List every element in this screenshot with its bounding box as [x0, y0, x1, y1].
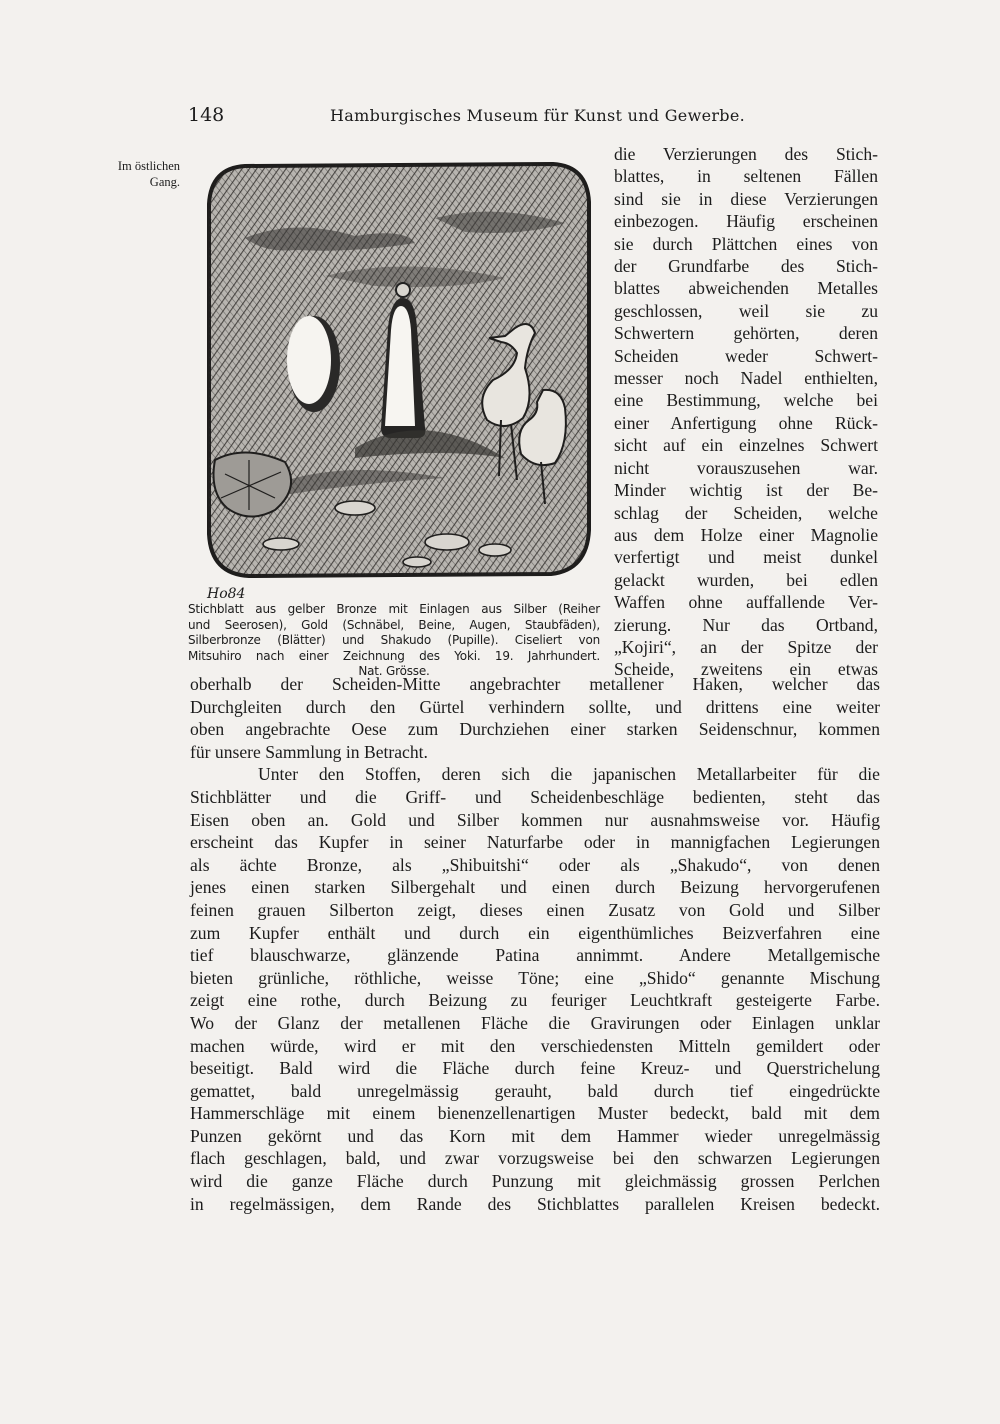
text-line: Schwertern gehörten, deren: [614, 323, 878, 344]
text-line: Stichblätter und die Griff- und Scheidenbeschläge bedienten, steht das: [190, 786, 880, 807]
text-line: Unter den Stoffen, deren sich die japanischen Metallarbeiter für die: [258, 764, 880, 785]
text-line: zum Kupfer enthält und durch ein eigenthümliches Beizverfahren eine: [190, 922, 880, 943]
tsuba-illustration: [205, 158, 593, 613]
text-line: nicht vorauszusehen war.: [614, 457, 878, 478]
text-line: für unsere Sammlung in Betracht.: [190, 741, 428, 762]
figure-caption: [188, 602, 600, 680]
text-line: in regelmässigen, dem Rande des Stichblattes parallelen Kreisen bedeckt.: [190, 1193, 880, 1214]
text-line: Minder wichtig ist der Be-: [614, 480, 878, 501]
text-line: sind sie in diese Verzierungen: [614, 188, 878, 209]
text-line: aus dem Holze einer Magnolie: [614, 524, 878, 545]
text-line: verfertigt und meist dunkel: [614, 547, 878, 568]
right-column-text: [614, 143, 878, 681]
margin-note: [88, 158, 180, 190]
text-line: eine Bestimmung, welche bei: [614, 390, 878, 411]
caption-line: und Seerosen), Gold (Schnäbel, Beine, Augen, Staubfäden),: [188, 617, 600, 632]
text-line: zierung. Nur das Ortband,: [614, 614, 878, 635]
caption-line: Nat. Grösse.: [358, 664, 430, 678]
text-line: tief blauschwarze, glänzende Patina annimmt. Andere Metallgemische: [190, 945, 880, 966]
caption-line: Stichblatt aus gelber Bronze mit Einlagen aus Silber (Reiher: [188, 602, 600, 616]
text-line: oberhalb der Scheiden-Mitte angebrachter metallener Haken, welcher das: [190, 674, 880, 694]
tsuba-engraving: [205, 158, 593, 613]
engraver-signature: Ho84: [207, 586, 246, 602]
text-line: blattes, in seltenen Fällen: [614, 166, 878, 187]
text-line: Wo der Glanz der metallenen Fläche die Gravirungen oder Einlagen unklar: [190, 1012, 880, 1033]
text-line: sie durch Plättchen eines von: [614, 233, 878, 254]
text-line: die Verzierungen des Stich-: [614, 144, 878, 164]
text-line: gelackt wurden, bei edlen: [614, 569, 878, 590]
text-line: Durchgleiten durch den Gürtel verhindern sollte, und drittens eine weiter: [190, 696, 880, 717]
text-line: erscheint das Kupfer in seiner Naturfarbe oder in mannigfachen Legierungen: [190, 832, 880, 853]
text-line: zeigt eine rothe, durch Beizung zu feuriger Leuchtkraft gesteigerte Farbe.: [190, 990, 880, 1011]
text-line: Scheiden weder Schwert-: [614, 345, 878, 366]
text-line: Hammerschläge mit einem bienenzellenartigen Muster bedeckt, bald mit dem: [190, 1103, 880, 1124]
text-line: schlag der Scheiden, welche: [614, 502, 878, 523]
text-line: als ächte Bronze, als „Shibuitshi“ oder als „Shakudo“, von denen: [190, 854, 880, 875]
text-line: flach geschlagen, bald, und zwar vorzugsweise bei den schwarzen Legierungen: [190, 1148, 880, 1169]
text-line: „Kojiri“, an der Spitze der: [614, 636, 878, 657]
text-line: Waffen ohne auffallende Ver-: [614, 592, 878, 613]
text-line: beseitigt. Bald wird die Fläche durch feine Kreuz- und Querstrichelung: [190, 1058, 880, 1079]
text-line: feinen grauen Silberton zeigt, dieses einen Zusatz von Gold und Silber: [190, 899, 880, 920]
running-title: Hamburgisches Museum für Kunst und Gewerbe.: [330, 106, 745, 125]
margin-note-line: Gang.: [149, 175, 180, 189]
text-line: sicht auf ein einzelnes Schwert: [614, 435, 878, 456]
page-number: 148: [188, 104, 225, 126]
text-line: Punzen gekörnt und das Korn mit dem Hammer wieder unregelmässig: [190, 1125, 880, 1146]
text-line: geschlossen, weil sie zu: [614, 300, 878, 321]
text-line: Scheide, zweitens ein etwas: [614, 659, 878, 680]
caption-line: Mitsuhiro nach einer Zeichnung des Yoki. 19. Jahrhundert.: [188, 648, 600, 663]
text-line: blattes abweichenden Metalles: [614, 278, 878, 299]
text-line: einbezogen. Häufig erscheinen: [614, 211, 878, 232]
text-line: Eisen oben an. Gold und Silber kommen nur ausnahmsweise vor. Häufig: [190, 809, 880, 830]
body-text: [190, 673, 880, 1215]
text-line: jenes einen starken Silbergehalt und einen durch Beizung hervorgerufenen: [190, 877, 880, 898]
text-line: wird die ganze Fläche durch Punzung mit gleichmässig grossen Perlchen: [190, 1171, 880, 1192]
text-line: oben angebrachte Oese zum Durchziehen einer starken Seidenschnur, kommen: [190, 719, 880, 740]
text-line: einer Anfertigung ohne Rück-: [614, 412, 878, 433]
text-line: bieten grünliche, röthliche, weisse Töne; eine „Shido“ genannte Mischung: [190, 967, 880, 988]
page-header: [0, 104, 1000, 130]
text-line: gemattet, bald unregelmässig gerauht, bald durch tief eingedrückte: [190, 1080, 880, 1101]
text-line: messer noch Nadel enthielten,: [614, 368, 878, 389]
margin-note-line: Im östlichen: [117, 159, 180, 173]
caption-line: Silberbronze (Blätter) und Shakudo (Pupille). Ciseliert von: [188, 633, 600, 647]
text-line: machen würde, wird er mit den verschiedensten Mitteln gemildert oder: [190, 1035, 880, 1056]
text-line: der Grundfarbe des Stich-: [614, 256, 878, 277]
